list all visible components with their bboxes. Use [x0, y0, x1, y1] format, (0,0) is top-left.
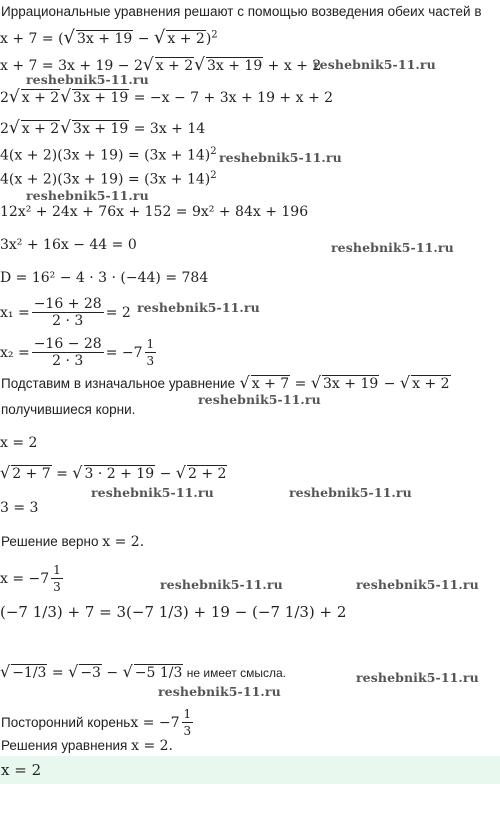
watermark: reshebnik5-11.ru — [137, 300, 260, 315]
check-substitution-1: √ 2 + 7 = √ 3 · 2 + 19 − √ 2 + 2 — [0, 463, 227, 482]
check-x-equals-2: x = 2 — [0, 435, 38, 451]
final-solution: Решения уравнения x = 2. — [1, 738, 174, 754]
equation-step-3: 2√ x + 2√ 3x + 19 = −x − 7 + 3x + 19 + x + 2 — [0, 87, 334, 107]
watermark: reshebnik5-11.ru — [198, 392, 321, 407]
check-substitution-2: (−7 1/3) + 7 = 3(−7 1/3) + 19 − (−7 1/3) + 2 — [0, 603, 347, 621]
equation-step-5: $4(x + 2)(3x + 19) = (3x + 14)^2$ — [0, 146, 217, 164]
equation-step-7: 12x² + 24x + 76x + 152 = 9x² + 84x + 196 — [0, 204, 309, 220]
equation-step-4: 2√ x + 2√ 3x + 19 = 3x + 14 — [0, 118, 206, 138]
equation-step-8: 3x² + 16x − 44 = 0 — [0, 237, 137, 253]
check-correct: Решение верно x = 2. — [1, 534, 145, 550]
watermark: reshebnik5-11.ru — [26, 72, 149, 87]
watermark: reshebnik5-11.ru — [313, 57, 436, 72]
watermark: reshebnik5-11.ru — [219, 150, 342, 165]
watermark: reshebnik5-11.ru — [356, 577, 479, 592]
watermark: reshebnik5-11.ru — [158, 684, 281, 699]
watermark: reshebnik5-11.ru — [356, 670, 479, 685]
equation-step-2: x + 7 = 3x + 19 − 2√ x + 2√ 3x + 19 + x + 2 — [0, 55, 322, 75]
equation-step-1: x + 7 = (√ 3x + 19 − √ x + 2)$^2$ — [0, 27, 218, 48]
answer-value: x = 2 — [1, 761, 42, 779]
check-intro-2: получившиеся корни. — [1, 402, 136, 417]
root-x1: x₁ = $\frac{-16 + 28}{2 \cdot 3}$ = 2 — [0, 296, 131, 329]
watermark: reshebnik5-11.ru — [26, 188, 149, 203]
discriminant: D = 16² − 4 · 3 · (−44) = 784 — [0, 270, 209, 286]
watermark: reshebnik5-11.ru — [160, 577, 283, 592]
equation-step-6: $4(x + 2)(3x + 19) = (3x + 14)^2$ — [0, 170, 217, 188]
watermark: reshebnik5-11.ru — [289, 485, 412, 500]
intro-text: Иррациональные уравнения решают с помощью возведения обеих частей в — [1, 4, 482, 19]
check-result-1: 3 = 3 — [0, 500, 39, 516]
root-x2: x₂ = $\frac{-16 - 28}{2 \cdot 3}$ = −7 $\frac{1}{3}$ — [0, 336, 155, 369]
extraneous-root: Посторонний корень x = −7 $\frac{1}{3}$ — [1, 707, 192, 738]
check-x-equals-neg: x = −7 $\frac{1}{3}$ — [0, 563, 61, 594]
watermark: reshebnik5-11.ru — [91, 485, 214, 500]
watermark: reshebnik5-11.ru — [331, 240, 454, 255]
check-intro: Подставим в изначальное уравнение √ x + 7 = √ 3x + 19 − √ x + 2 — [1, 373, 450, 392]
check-substitution-3: √ −1/3 = √ −3 − √ −5 1/3 не имеет смысла. — [0, 662, 287, 681]
answer-box — [0, 756, 500, 784]
